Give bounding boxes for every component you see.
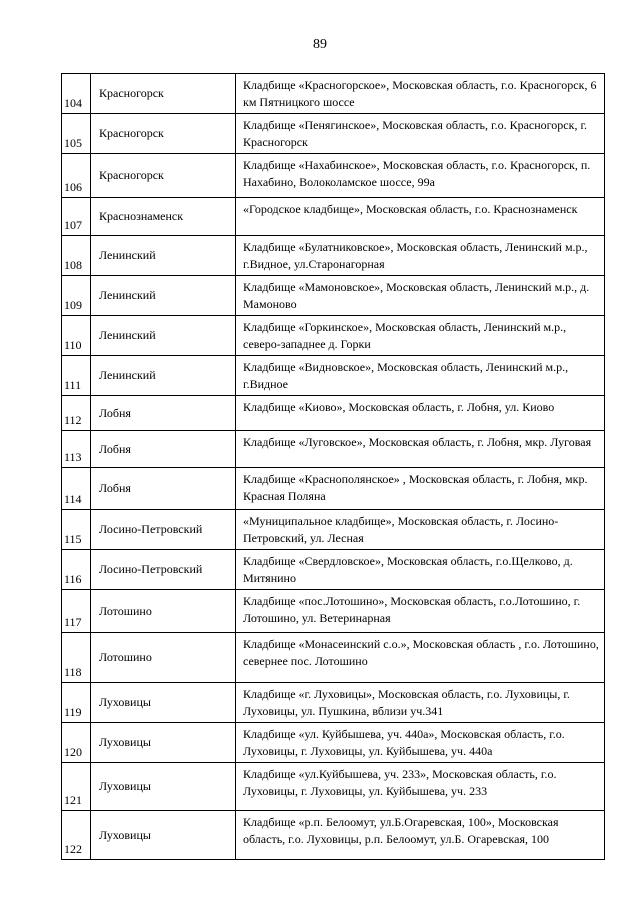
cemetery-description: Кладбище «пос.Лотошино», Московская область, г.о.Лотошино, г. Лотошино, ул. Ветеринарная [243, 594, 581, 625]
row-number: 109 [64, 298, 82, 312]
district-cell [91, 431, 236, 468]
description-cell [236, 154, 605, 198]
table-row [62, 356, 605, 396]
description-cell [236, 811, 605, 860]
description-cell [236, 356, 605, 396]
row-number-cell [62, 114, 91, 154]
district-name: Ленинский [99, 368, 156, 382]
district-cell [91, 550, 236, 590]
row-number: 122 [64, 842, 82, 856]
row-number: 118 [64, 665, 82, 679]
district-name: Красногорск [99, 86, 164, 100]
table-row [62, 633, 605, 683]
cemetery-description: Кладбище «Горкинское», Московская область, Ленинский м.р., северо-западнее д. Горки [243, 320, 567, 351]
row-number: 111 [64, 378, 82, 392]
table-row [62, 683, 605, 723]
row-number-cell [62, 276, 91, 316]
table-row [62, 396, 605, 431]
district-name: Луховицы [99, 695, 151, 709]
district-cell [91, 236, 236, 276]
table-row [62, 154, 605, 198]
cemetery-description: Кладбище «Киово», Московская область, г. Лобня, ул. Киово [243, 400, 555, 414]
cemetery-description: Кладбище «Краснополянское» , Московская область, г. Лобня, мкр. Красная Поляна [243, 472, 588, 503]
description-cell [236, 510, 605, 550]
description-cell [236, 74, 605, 114]
cemetery-table [61, 73, 605, 860]
row-number-cell [62, 431, 91, 468]
table-row [62, 276, 605, 316]
district-name: Лобня [99, 405, 131, 420]
table-row [62, 198, 605, 236]
description-cell [236, 763, 605, 811]
district-name: Лосино-Петровский [99, 562, 203, 576]
description-cell [236, 316, 605, 356]
row-number-cell [62, 74, 91, 114]
table-row [62, 723, 605, 763]
district-cell [91, 356, 236, 396]
cemetery-description: Кладбище «Мамоновское», Московская область, Ленинский м.р., д. Мамоново [243, 280, 590, 311]
district-cell [91, 723, 236, 763]
district-name: Луховицы [99, 735, 151, 749]
district-cell [91, 114, 236, 154]
cemetery-description: Кладбище «р.п. Белоомут, ул.Б.Огаревская, 100», Московская область, г.о. Луховицы, р.п. Белоомут, ул.Б. Огаревская, 100 [243, 815, 559, 846]
row-number: 112 [64, 413, 82, 427]
row-number-cell [62, 316, 91, 356]
district-cell [91, 633, 236, 683]
district-cell [91, 763, 236, 811]
district-name: Ленинский [99, 248, 156, 262]
row-number-cell [62, 550, 91, 590]
table-row [62, 114, 605, 154]
page-number: 89 [313, 37, 327, 52]
row-number-cell [62, 396, 91, 431]
row-number-cell [62, 356, 91, 396]
district-cell [91, 316, 236, 356]
row-number: 121 [64, 793, 82, 807]
table-row [62, 468, 605, 510]
row-number: 119 [64, 705, 82, 719]
table-row [62, 74, 605, 114]
cemetery-description: Кладбище «г. Луховицы», Московская область, г.о. Луховицы, г. Луховицы, ул. Пушкина, вблизи уч.341 [243, 687, 570, 718]
table-row [62, 236, 605, 276]
row-number-cell [62, 723, 91, 763]
row-number: 114 [64, 492, 82, 506]
district-name: Лобня [99, 481, 131, 495]
cemetery-description: Кладбище «Монасеинский с.о.», Московская область , г.о. Лотошино, севернее пос. Лотошино [243, 637, 599, 668]
row-number: 104 [64, 96, 82, 110]
description-cell [236, 431, 605, 468]
row-number-cell [62, 236, 91, 276]
row-number: 113 [64, 450, 82, 464]
row-number-cell [62, 763, 91, 811]
cemetery-description: Кладбище «Пенягинское», Московская область, г.о. Красногорск, г. Красногорск [243, 118, 588, 149]
row-number: 117 [64, 615, 82, 629]
description-cell [236, 396, 605, 431]
district-cell [91, 590, 236, 633]
description-cell [236, 468, 605, 510]
row-number-cell [62, 198, 91, 236]
description-cell [236, 550, 605, 590]
row-number: 115 [64, 532, 82, 546]
cemetery-description: Кладбище «Луговское», Московская область, г. Лобня, мкр. Луговая [243, 435, 592, 449]
row-number: 108 [64, 258, 82, 272]
row-number-cell [62, 510, 91, 550]
district-name: Красногорск [99, 126, 164, 140]
row-number-cell [62, 468, 91, 510]
row-number: 105 [64, 136, 82, 150]
cemetery-description: Кладбище «Свердловское», Московская область, г.о.Щелково, д. Митянино [243, 554, 573, 585]
row-number-cell [62, 633, 91, 683]
district-cell [91, 154, 236, 198]
district-name: Лобня [99, 441, 131, 456]
row-number-cell [62, 154, 91, 198]
district-name: Лосино-Петровский [99, 522, 203, 536]
description-cell [236, 590, 605, 633]
description-cell [236, 114, 605, 154]
district-cell [91, 468, 236, 510]
row-number: 106 [64, 180, 82, 194]
district-name: Краснознаменск [99, 209, 184, 223]
cemetery-description: Кладбище «Нахабинское», Московская область, г.о. Красногорск, п. Нахабино, Волоколамское шоссе, 99а [243, 158, 591, 189]
description-cell [236, 198, 605, 236]
district-name: Лотошино [99, 603, 152, 618]
table-row [62, 763, 605, 811]
table-row [62, 590, 605, 633]
district-name: Луховицы [99, 779, 151, 793]
description-cell [236, 236, 605, 276]
district-cell [91, 396, 236, 431]
table-row [62, 431, 605, 468]
district-cell [91, 74, 236, 114]
cemetery-description: Кладбище «Видновское», Московская область, Ленинский м.р., г.Видное [243, 360, 569, 391]
row-number-cell [62, 590, 91, 633]
cemetery-description: Кладбище «Булатниковское», Московская область, Ленинский м.р., г.Видное, ул.Старонагорная [243, 240, 588, 271]
table-row [62, 316, 605, 356]
row-number: 116 [64, 572, 82, 586]
district-cell [91, 198, 236, 236]
district-name: Ленинский [99, 288, 156, 302]
row-number: 110 [64, 338, 82, 352]
description-cell [236, 633, 605, 683]
district-cell [91, 683, 236, 723]
district-cell [91, 510, 236, 550]
table-row [62, 510, 605, 550]
description-cell [236, 276, 605, 316]
table-row [62, 550, 605, 590]
description-cell [236, 683, 605, 723]
cemetery-description: «Городское кладбище», Московская область, г.о. Краснознаменск [243, 202, 578, 216]
district-name: Красногорск [99, 168, 164, 182]
description-cell [236, 723, 605, 763]
row-number: 120 [64, 745, 82, 759]
district-name: Лотошино [99, 650, 152, 664]
district-cell [91, 811, 236, 860]
table-row [62, 811, 605, 860]
row-number-cell [62, 811, 91, 860]
district-name: Луховицы [99, 827, 151, 842]
district-cell [91, 276, 236, 316]
cemetery-description: Кладбище «ул. Куйбышева, уч. 440а», Московская область, г.о. Луховицы, г. Луховицы, ул. Куйбышева, уч. 440а [243, 727, 565, 758]
cemetery-description: «Муниципальное кладбище», Московская область, г. Лосино-Петровский, ул. Лесная [243, 514, 559, 545]
cemetery-description: Кладбище «ул.Куйбышева, уч. 233», Московская область, г.о. Луховицы, г. Луховицы, ул. Куйбышева, уч. 233 [243, 767, 557, 798]
row-number: 107 [64, 218, 82, 232]
row-number-cell [62, 683, 91, 723]
district-name: Ленинский [99, 328, 156, 342]
cemetery-description: Кладбище «Красногорское», Московская область, г.о. Красногорск, 6 км Пятницкого шоссе [243, 78, 597, 109]
